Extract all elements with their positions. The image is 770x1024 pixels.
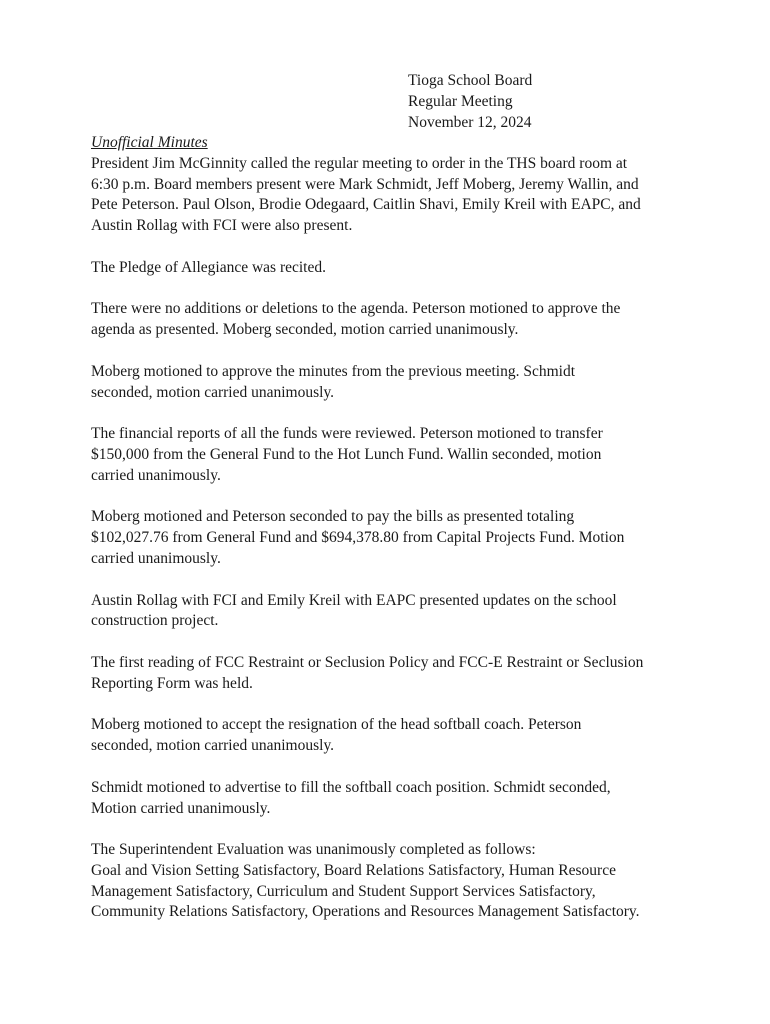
paragraph-spacer [91, 695, 691, 716]
paragraph-spacer [91, 279, 691, 300]
meeting-type: Regular Meeting [408, 92, 513, 110]
paragraph-line: The Pledge of Allegiance was recited. [91, 258, 326, 276]
paragraph-line: Moberg motioned to accept the resignation of the head softball coach. Peterson [91, 716, 582, 734]
paragraph-spacer [91, 632, 691, 653]
paragraph-line: Goal and Vision Setting Satisfactory, Board Relations Satisfactory, Human Resource [91, 861, 616, 879]
paragraph-line: construction project. [91, 612, 219, 630]
minutes-paragraph [91, 507, 691, 569]
paragraph-line: The first reading of FCC Restraint or Seclusion Policy and FCC-E Restraint or Seclusion [91, 653, 644, 671]
minutes-paragraph [91, 840, 691, 923]
paragraph-spacer [91, 237, 691, 258]
paragraph-line: President Jim McGinnity called the regular meeting to order in the THS board room at [91, 154, 628, 172]
document-header [408, 71, 532, 133]
minutes-label: Unofficial Minutes [91, 134, 208, 151]
paragraph-line: There were no additions or deletions to the agenda. Peterson motioned to approve the [91, 300, 621, 318]
paragraph-line: Pete Peterson. Paul Olson, Brodie Odegaard, Caitlin Shavi, Emily Kreil with EAPC, and [91, 196, 641, 214]
minutes-paragraph [91, 653, 691, 695]
paragraph-line: Motion carried unanimously. [91, 799, 271, 817]
paragraph-spacer [91, 570, 691, 591]
paragraph-line: 6:30 p.m. Board members present were Mark Schmidt, Jeff Moberg, Jeremy Wallin, and [91, 175, 639, 193]
board-name: Tioga School Board [408, 72, 533, 89]
minutes-paragraph [91, 258, 691, 279]
paragraph-line: seconded, motion carried unanimously. [91, 737, 335, 755]
paragraph-line: Moberg motioned to approve the minutes from the previous meeting. Schmidt [91, 362, 576, 380]
paragraph-line: Moberg motioned and Peterson seconded to pay the bills as presented totaling [91, 508, 575, 526]
paragraph-line: Reporting Form was held. [91, 674, 253, 692]
paragraph-spacer [91, 757, 691, 778]
paragraph-line: The financial reports of all the funds were reviewed. Peterson motioned to transfer [91, 425, 603, 443]
paragraph-line: The Superintendent Evaluation was unanimously completed as follows: [91, 841, 536, 859]
paragraph-spacer [91, 341, 691, 362]
paragraph-line: seconded, motion carried unanimously. [91, 383, 335, 401]
minutes-paragraph [91, 154, 691, 237]
paragraph-line: Austin Rollag with FCI and Emily Kreil with EAPC presented updates on the school [91, 591, 617, 609]
minutes-paragraph [91, 715, 691, 757]
paragraph-line: carried unanimously. [91, 549, 221, 567]
paragraph-line: $150,000 from the General Fund to the Hot Lunch Fund. Wallin seconded, motion [91, 445, 602, 463]
paragraph-spacer [91, 403, 691, 424]
paragraph-spacer [91, 819, 691, 840]
meeting-date: November 12, 2024 [408, 113, 532, 131]
paragraph-line: $102,027.76 from General Fund and $694,378.80 from Capital Projects Fund. Motion [91, 529, 625, 547]
paragraph-line: Community Relations Satisfactory, Operations and Resources Management Satisfactory. [91, 903, 640, 921]
paragraph-line: Schmidt motioned to advertise to fill the softball coach position. Schmidt seconded, [91, 778, 611, 796]
minutes-paragraph [91, 362, 691, 404]
minutes-paragraph [91, 778, 691, 820]
paragraph-line: Management Satisfactory, Curriculum and Student Support Services Satisfactory, [91, 882, 596, 900]
paragraph-line: agenda as presented. Moberg seconded, motion carried unanimously. [91, 321, 519, 339]
paragraph-line: carried unanimously. [91, 466, 221, 484]
paragraph-line: Austin Rollag with FCI were also present. [91, 217, 353, 235]
paragraph-spacer [91, 487, 691, 508]
minutes-body [91, 133, 691, 923]
minutes-paragraph [91, 299, 691, 341]
minutes-paragraph [91, 591, 691, 633]
minutes-paragraph [91, 424, 691, 486]
